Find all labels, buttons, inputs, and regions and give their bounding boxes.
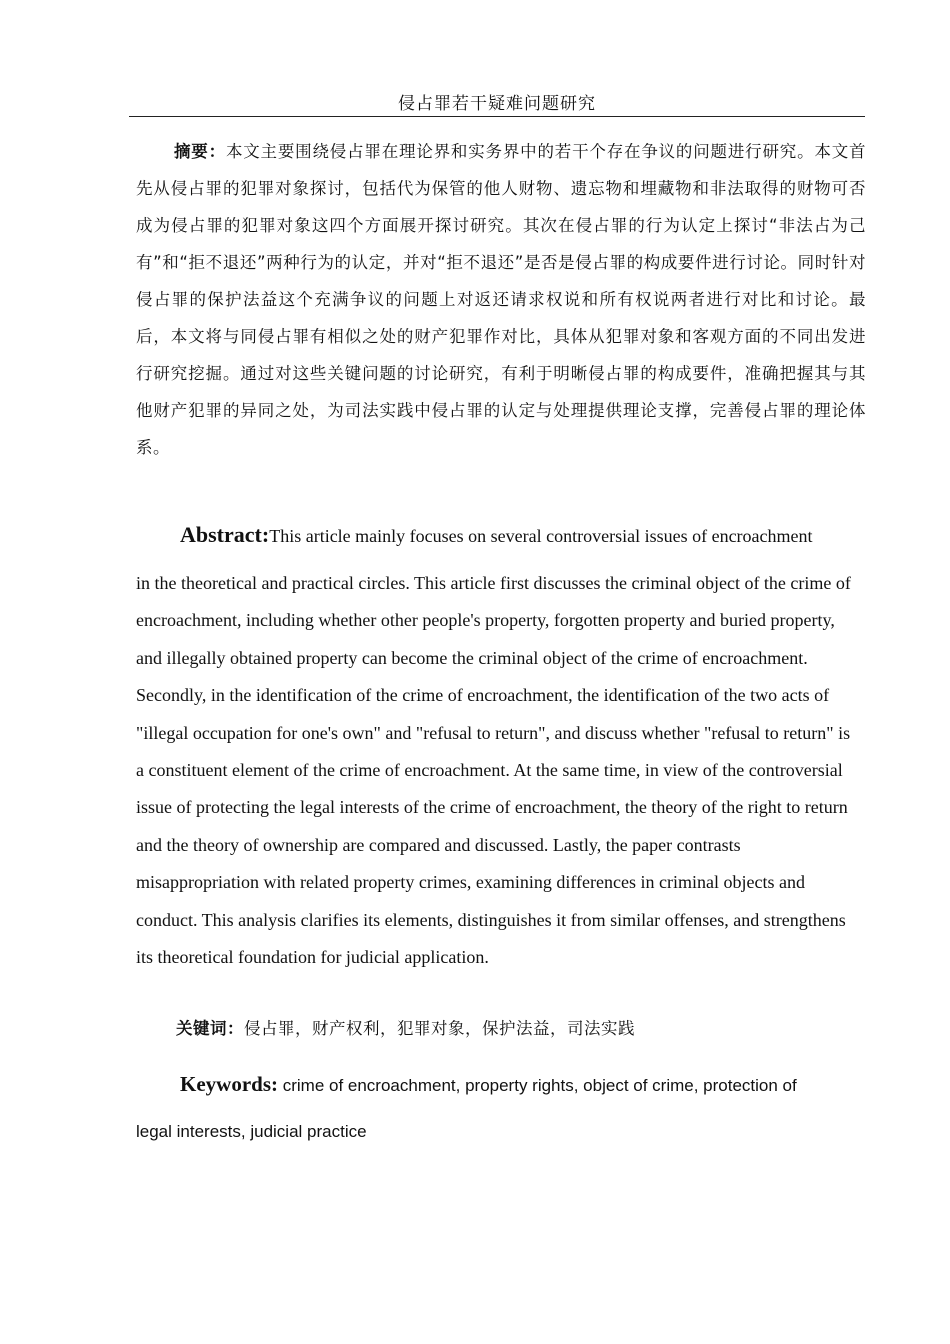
chinese-keywords [176,1014,876,1044]
chinese-keywords-body: 侵占罪，财产权利，犯罪对象，保护法益，司法实践 [244,1019,635,1038]
running-header-title: 侵占罪若干疑难问题研究 [398,94,596,114]
chinese-abstract [136,133,866,466]
header-divider [129,116,865,117]
english-abstract-body: in the theoretical and practical circles. This article first discusses the criminal object of the crime of encroachment, including whether other people's property, forgotten property and buried property, and illegally obtained property can become the criminal object of the crime of encroachment. Secondly, in the identification of the crime of encroachment, the identification of the two acts of "illegal occupation for one's own" and "refusal to return", and discuss whether "refusal to return" is a constituent element of the crime of encroachment. At the same time, in view of the controversial issue of protecting the legal interests of the crime of encroachment, the theory of the right to return and the theory of ownership are compared and discussed. Lastly, the paper contrasts misappropriation with related property crimes, examining differences in criminal objects and conduct. This analysis clarifies its elements, distinguishes it from similar offenses, and strengthens its theoretical foundation for judicial application. [136,573,851,968]
chinese-abstract-label: 摘要： [174,142,226,161]
english-keywords-body: legal interests, judicial practice [136,1122,367,1141]
chinese-keywords-label: 关键词： [176,1019,244,1038]
english-abstract-first-line [136,516,856,565]
english-abstract-label: Abstract: [180,522,270,547]
english-keywords-label: Keywords: [180,1072,278,1096]
english-keywords-first-line [136,1060,856,1108]
chinese-abstract-body: 本文主要围绕侵占罪在理论界和实务界中的若干个存在争议的问题进行研究。本文首先从侵占罪的犯罪对象探讨，包括代为保管的他人财物、遗忘物和埋藏物和非法取得的财物可否成为侵占罪的犯罪对象这四个方面展开探讨研究。其次在侵占罪的行为认定上探讨“非法占为己有”和“拒不退还”两种行为的认定，并对“拒不退还”是否是侵占罪的构成要件进行讨论。同时针对侵占罪的保护法益这个充满争议的问题上对返还请求权说和所有权说两者进行对比和讨论。最后，本文将与同侵占罪有相似之处的财产犯罪作对比，具体从犯罪对象和客观方面的不同出发进行研究挖掘。通过对这些关键问题的讨论研究，有利于明晰侵占罪的构成要件，准确把握其与其他财产犯罪的异同之处，为司法实践中侵占罪的认定与处理提供理论支撑，完善侵占罪的理论体系。 [136,142,867,457]
english-keywords-lead: crime of encroachment, property rights, object of crime, protection of [278,1076,797,1095]
english-abstract [136,516,856,976]
english-keywords [136,1060,856,1156]
english-abstract-lead: This article mainly focuses on several controversial issues of encroachment [269,526,813,546]
